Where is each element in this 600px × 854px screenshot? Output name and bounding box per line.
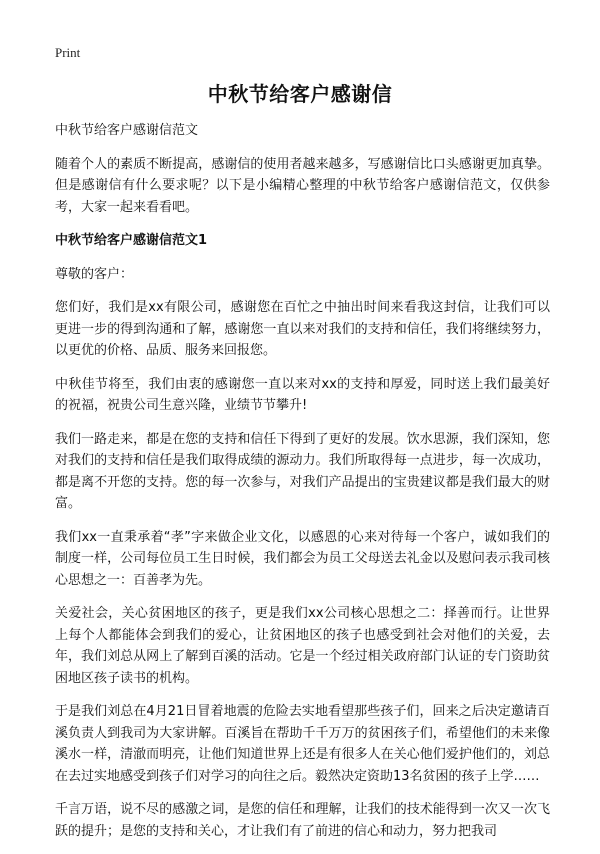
section-heading: 中秋节给客户感谢信范文1 — [55, 233, 208, 248]
body-paragraph: 关爱社会，关心贫困地区的孩子，更是我们xx公司核心思想之二：择善而行。让世界上每个人都能体会到我们的爱心，让贫困地区的孩子也感受到社会对他们的关爱，去年，我们刘总从网上了解到百溪的活动。它是一个经过相关政府部门认证的专门资助贫困地区孩子读书的机构。 — [55, 606, 550, 686]
body-paragraph: 千言万语，说不尽的感激之词，是您的信任和理解，让我们的技术能得到一次又一次飞跃的提升；是您的支持和关心，才让我们有了前进的信心和动力，努力把我司 — [55, 802, 550, 839]
document-title: 中秋节给客户感谢信 — [207, 82, 393, 106]
body-paragraph: 您们好，我们是xx有限公司，感谢您在百忙之中抽出时间来看我这封信，让我们可以更进一步的得到沟通和了解，感谢您一直以来对我们的支持和信任，我们将继续努力，以更优的价格、品质、服务来回报您。 — [55, 300, 550, 358]
body-paragraph: 于是我们刘总在4月21日冒着地震的危险去实地看望那些孩子们，回来之后决定邀请百溪负责人到我司为大家讲解。百溪旨在帮助千千万万的贫困孩子们，希望他们的未来像溪水一样，清澈而明亮，让他们知道世界上还是有很多人在关心他们爱护他们的，刘总在去过实地感受到孩子们对学习的向往之后。毅然决定资助13名贫困的孩子上学…… — [55, 704, 550, 784]
body-paragraph: 我们xx一直秉承着“孝”字来做企业文化，以感恩的心来对待每一个客户，诚如我们的制度一样，公司每位员工生日时候，我们都会为员工父母送去礼金以及慰问表示我司核心思想之一：百善孝为先。 — [55, 529, 550, 588]
salutation: 尊敬的客户： — [55, 266, 134, 282]
body-paragraph: 我们一路走来，都是在您的支持和信任下得到了更好的发展。饮水思源，我们深知，您对我们的支持和信任是我们取得成绩的源动力。我们所取得每一点进步，每一次成功，都是离不开您的支持。您的每一次参与，对我们产品提出的宝贵建议都是我们最大的财富。 — [55, 431, 550, 511]
document-body — [55, 120, 550, 854]
intro-paragraph: 随着个人的素质不断提高，感谢信的使用者越来越多，写感谢信比口头感谢更加真挚。但是感谢信有什么要求呢？以下是小编精心整理的中秋节给客户感谢信范文，仅供参考，大家一起来看看吧。 — [55, 156, 550, 215]
print-label: Print — [55, 45, 81, 60]
document-subtitle: 中秋节给客户感谢信范文 — [55, 123, 199, 138]
body-paragraph: 中秋佳节将至，我们由衷的感谢您一直以来对xx的支持和厚爱，同时送上我们最美好的祝福，祝贵公司生意兴隆，业绩节节攀升! — [55, 376, 550, 413]
